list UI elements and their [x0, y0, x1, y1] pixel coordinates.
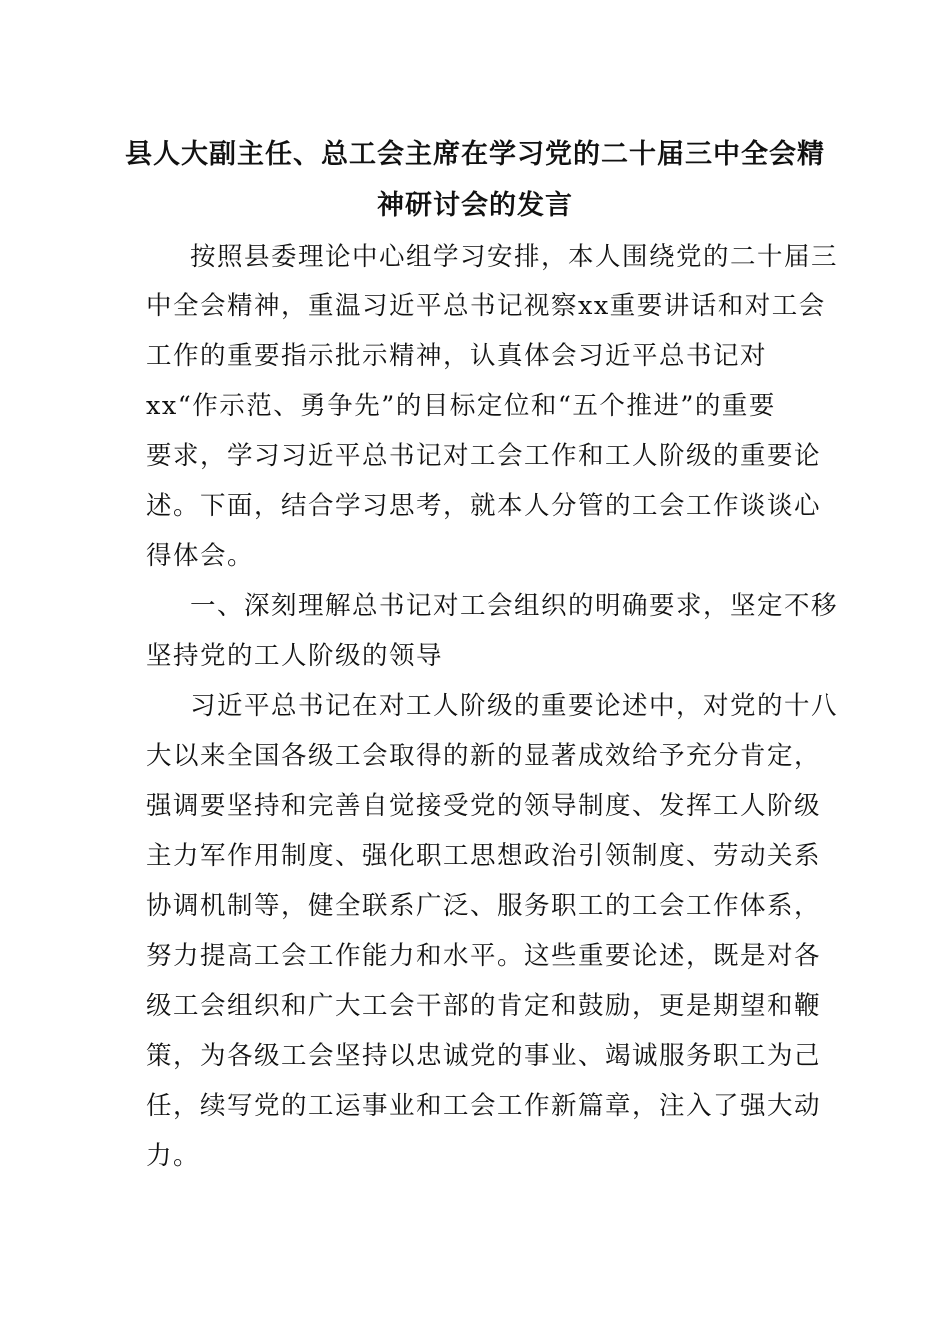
paragraph-body-line-6: 努力提高工会工作能力和水平。这些重要论述，既是对各 [146, 941, 822, 971]
paragraph-intro-line-1: 按照县委理论中心组学习安排，本人围绕党的二十届三 [190, 242, 839, 272]
paragraph-intro-line-7: 得体会。 [146, 541, 255, 571]
paragraph-intro-line-2: 中全会精神，重温习近平总书记视察xx重要讲话和对工会 [146, 291, 826, 321]
paragraph-intro-line-3: 工作的重要指示批示精神，认真体会习近平总书记对 [146, 341, 768, 371]
document-title-line-2: 神研讨会的发言 [377, 190, 573, 221]
paragraph-body-line-5: 协调机制等，健全联系广泛、服务职工的工会工作体系， [146, 891, 822, 921]
paragraph-body-line-9: 任，续写党的工运事业和工会工作新篇章，注入了强大动 [146, 1091, 822, 1121]
paragraph-body-line-7: 级工会组织和广大工会干部的肯定和鼓励，更是期望和鞭 [146, 991, 822, 1021]
paragraph-body-line-4: 主力军作用制度、强化职工思想政治引领制度、劳动关系 [146, 841, 822, 871]
paragraph-intro-line-6: 述。下面，结合学习思考，就本人分管的工会工作谈谈心 [146, 491, 822, 521]
paragraph-body-line-8: 策，为各级工会坚持以忠诚党的事业、竭诚服务职工为己 [146, 1041, 822, 1071]
paragraph-body-line-10: 力。 [146, 1141, 201, 1171]
paragraph-body-line-1: 习近平总书记在对工人阶级的重要论述中，对党的十八 [190, 691, 839, 721]
paragraph-body-line-2: 大以来全国各级工会取得的新的显著成效给予充分肯定， [146, 741, 822, 771]
paragraph-body-line-3: 强调要坚持和完善自觉接受党的领导制度、发挥工人阶级 [146, 791, 822, 821]
section-heading-line-2: 坚持党的工人阶级的领导 [146, 641, 444, 671]
paragraph-intro-line-5: 要求，学习习近平总书记对工会工作和工人阶级的重要论 [146, 441, 822, 471]
section-heading-line-1: 一、深刻理解总书记对工会组织的明确要求，坚定不移 [190, 591, 839, 621]
document-title-line-1: 县人大副主任、总工会主席在学习党的二十届三中全会精 [125, 139, 825, 170]
paragraph-intro-line-4: xx“作示范、勇争先”的目标定位和“五个推进”的重要 [146, 391, 776, 421]
